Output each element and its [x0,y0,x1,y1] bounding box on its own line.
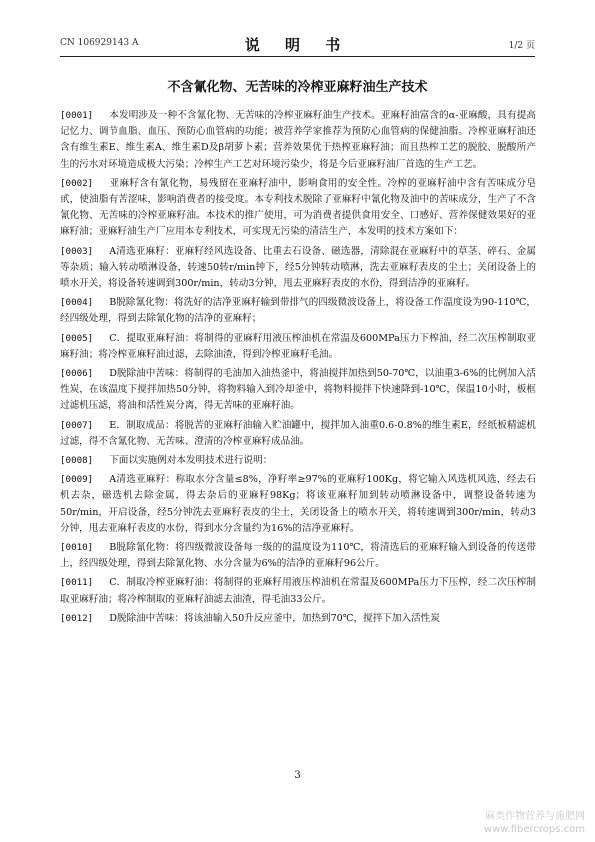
description-body [60,108,536,630]
paragraph-text: D脱除油中苦味：将制得的毛油加入油热釜中，将油搅拌加热到50-70℃，以油重3-6%的比例加入活性炭，在该温度下搅拌加热50分钟，将物料输入到冷却釜中，将物料搅拌下快速降到-10℃，保温10小时，板框过滤机压滤，将油和活性炭分离，得无苦味的亚麻籽油。 [60,368,536,412]
watermark-site-name: 麻类作物营养与施肥网 [485,811,585,822]
paragraph-text: E．制取成品：将脱苦的亚麻籽油输入贮油罐中，搅拌加入油重0.6-0.8%的维生素E，经纸板精滤机过滤，得不含氰化物、无苦味、澄清的冷榨亚麻籽成品油。 [60,419,536,447]
paragraph [60,472,536,537]
paragraph-text: 亚麻籽含有氰化物，易残留在亚麻籽油中，影响食用的安全性。冷榨的亚麻籽油中含有苦味成分皂甙，使油脂有苦涩味，影响消费者的接受度。本专利技术脱除了亚麻籽中氰化物及油中的苦味成分，生产了不含氰化物、无苦味的冷榨亚麻籽油。本技术的推广使用，可为消费者提供食用安全、口感好、营养保健效果好的亚麻籽油；亚麻籽油生产厂应用本专利技术，可实现无污染的清洁生产，本发明的技术方案如下： [60,177,536,238]
header-rule [60,56,535,57]
page-info: 1/2 页 [508,41,535,51]
paragraph-number: [0007] [60,419,94,431]
paragraph-text: A清选亚麻籽：称取水分含量≤8%，净籽率≥97%的亚麻籽100Kg，将它输入风选机风选，经去石机去杂，磁选机去除金属，得去杂后的亚麻籽98Kg；将该亚麻籽加到转动喷淋设备中，调整设备转速为50r/min，开启设备，经5分钟洗去亚麻籽表皮的尘土，关闭设备上的喷水开关，将转速调到300r/min，转动3分钟，甩去亚麻籽表皮的水份，得到水分含量约为16%的洁净亚麻籽。 [60,474,536,534]
paragraph-number: [0010] [60,542,94,554]
paragraph [60,453,536,469]
paragraph [60,540,536,572]
paragraph [60,366,536,415]
paragraph-number: [0001] [60,110,94,121]
paragraph-number: [0012] [60,612,94,624]
publication-number: CN 106929143 A [60,38,139,48]
paragraph-number: [0005] [60,332,94,344]
document-type: 说 明 书 [244,36,351,54]
page-header [60,34,535,54]
page-number: 3 [294,770,301,781]
paragraph [60,418,536,450]
paragraph-number: [0006] [60,368,94,380]
paragraph-text: B脱除氰化物：将四级微波设备每一级的的温度设为110℃，将清选后的亚麻籽输入到设备的传送带上，经四级处理，得到去除氰化物、水分含量为6%的洁净的亚麻籽96公斤。 [60,542,536,570]
paragraph [60,575,536,607]
paragraph [60,108,536,173]
paragraph [60,295,536,327]
paragraph-text: 本发明涉及一种不含氰化物、无苦味的冷榨亚麻籽油生产技术。亚麻籽油富含的α-亚麻酸，具有提高记忆力、调节血脂、血压、预防心血管病的功能；被营养学家推荐为预防心血管病的保健油脂。冷榨亚麻籽油还含有维生素E、维生素A、维生素D及β胡萝卜素；营养效果优于热榨亚麻籽油；而且热榨工艺的脱胶、脱酸所产生的污水对环境造成极大污染；冷榨生产工艺对环境污染少，将是今后亚麻籽油厂首选的生产工艺。 [60,110,536,170]
watermark [484,810,585,836]
document-title: 不含氰化物、无苦味的冷榨亚麻籽油生产技术 [167,80,428,95]
paragraph-number: [0004] [60,297,94,309]
paragraph-text: D脱除油中苦味：将该油输入50升反应釜中，加热到70℃，搅拌下加入活性炭 [109,612,440,624]
watermark-url: www.fibercrops.com [483,824,585,835]
paragraph-text: 下面以实施例对本发明技术进行说明： [109,455,273,467]
paragraph-text: C．制取冷榨亚麻籽油：将制得的亚麻籽用液压榨油机在常温及600MPa压力下压榨，经二次压榨制取亚麻籽油；将冷榨制取的亚麻籽油滤去油渣，得毛油33公斤。 [60,577,536,605]
paragraph-number: [0002] [60,177,94,189]
paragraph [60,611,536,627]
paragraph-number: [0003] [60,245,94,257]
paragraph-number: [0009] [60,474,94,486]
paragraph-text: A清选亚麻籽：亚麻籽经风选设备、比重去石设备、磁选器，清除混在亚麻籽中的草茎、碎石、金属等杂质；输入转动喷淋设备，转速50转r/min钟下，经5分钟转动喷淋，洗去亚麻籽表皮的尘土；关闭设备上的喷水开关，将设备转速调到300r/min，转动3分钟，甩去亚麻籽表皮的水份，得到洁净的亚麻籽。 [60,245,536,290]
paragraph [60,331,536,363]
paragraph-text: C．提取亚麻籽油：将制得的亚麻籽用液压榨油机在常温及600MPa压力下榨油，经二次压榨制取亚麻籽油；将冷榨亚麻籽油过滤，去除油渣，得到冷榨亚麻籽毛油。 [60,332,536,360]
paragraph-number: [0008] [60,455,94,467]
paragraph-text: B脱除氰化物：将洗好的洁净亚麻籽输到带排气的四级微波设备上，将设备工作温度设为90-110℃，经四级处理，得到去除氰化物的洁净的亚麻籽； [60,297,536,325]
paragraph [60,176,536,241]
paragraph-number: [0011] [60,577,94,589]
paragraph [60,244,536,293]
